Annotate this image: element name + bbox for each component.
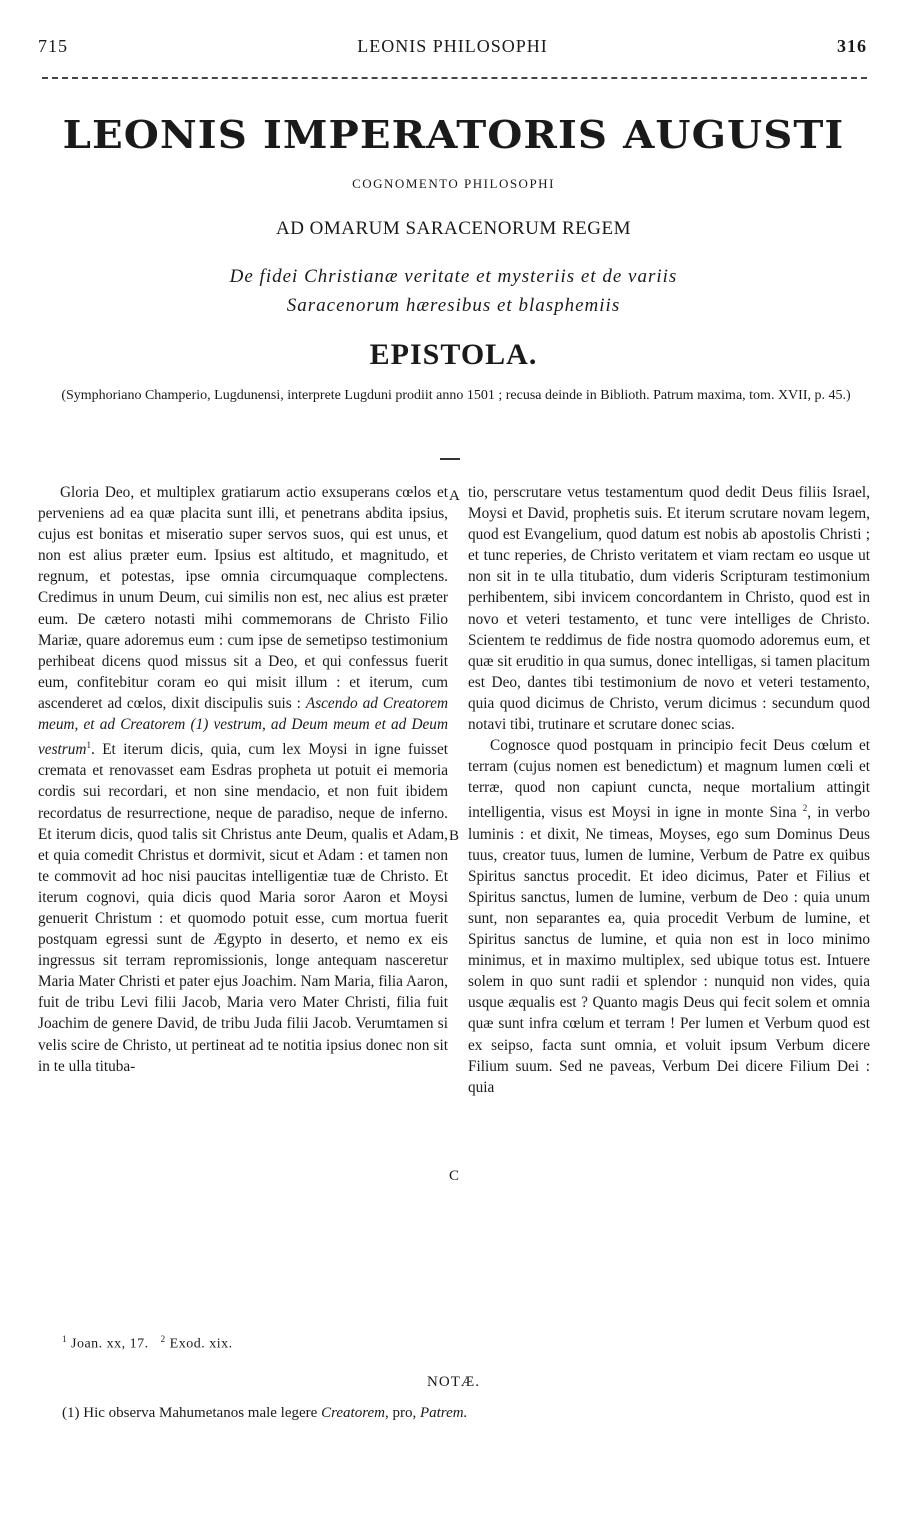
- section-rule: [440, 458, 460, 460]
- header-rule: [42, 77, 867, 79]
- notae-text: [62, 1405, 467, 1422]
- right-paragraph-1: tio, perscrutare vetus testamentum quod dedit Deus filiis Israel, Moysi et David, prophetis suis. Et iterum scrutare novam legem, quod est Evangelium, quod datum est nobis ab apostolis Christi ; et tunc reperies, de Christo veritatem et viam rectam eo usque ut non sit in te ulla titubatio, dum videris Scripturam testimonium perhibentem, sibi invicem concordantem in Christo, quod est in novo et veteri testamento, et tunc vere intelliges de Christo. Scientem te reddimus de fide nostra quomodo adoremus eum, et quæ sit eruditio in qua sumus, donec intelligas, si tamen placitum est Deo, dantes tibi testimonium de novo et veteri testamento, quia quod dicimus de Christo, verum dicimus : secundum quod notavi tibi, trutinare et scrutare donec scias.: [468, 484, 870, 734]
- margin-marker-b: B: [449, 828, 460, 844]
- epistola-heading: EPISTOLA.: [369, 338, 538, 371]
- footnote-2-text: Exod. xix.: [169, 1336, 233, 1352]
- footnote-2-mark: 2: [160, 1334, 166, 1344]
- right-column: [468, 482, 870, 1098]
- right-paragraph-2a: Cognosce quod postquam in principio fecit Deus cœlum et terram (cujus nomen est benedictum) et magnum lumen cœli et terræ, quod non capiunt cuncta, neque mortalium attingit intelligentia, visus est Moysi in igne in monte Sina: [468, 737, 870, 822]
- footnote-ref-2: 2: [802, 803, 808, 814]
- right-paragraph-2: [468, 735, 870, 1098]
- topic-line-2: Saracenorum hæresibus et blasphemiis: [286, 295, 621, 316]
- notae-text-a: (1) Hic observa Mahumetanos male legere: [62, 1405, 318, 1421]
- subtitle: COGNOMENTO PHILOSOPHI: [352, 176, 555, 191]
- notae-text-b: , pro,: [384, 1405, 417, 1421]
- footnote-1-text: Joan. xx, 17.: [71, 1336, 149, 1352]
- page-number-left: 715: [38, 36, 68, 56]
- running-head: [38, 30, 867, 60]
- margin-marker-a: A: [449, 488, 460, 504]
- running-head-title: LEONIS PHILOSOPHI: [357, 36, 548, 56]
- margin-marker-c: C: [449, 1168, 460, 1184]
- notae-italic-2: Patrem.: [419, 1405, 468, 1421]
- topic-line-1: De fidei Christianæ veritate et mysteriis et de variis: [229, 266, 678, 287]
- left-paragraph-text: Gloria Deo, et multiplex gratiarum actio exsuperans cœlos et perveniens ad ea quæ placita sunt illi, et penetrans abdita ipsius, cujus est bonitas et miseratio super servos suos, qui est unus, et non est alius præter eum. Ipsius est altitudo, et magnitudo, et regnum, et potestas, ipse omnia circumquaque complectens. Credimus in unum Deum, cui similis non est, nec alius est præter eum. De cætero notasti mihi commemorans de Christo Filio Mariæ, quare adoremus eum : cum ipse de semetipso testimonium perhibeat dicens quod missus sit a Deo, et qui confessus fuerit eum, confitebitur coram eo qui misit illum : et iterum, cum ascenderet ad cœlos, dixit discipulis suis :: [38, 484, 448, 712]
- footnote-1-mark: 1: [62, 1334, 67, 1344]
- footnote-ref-1: 1: [86, 740, 91, 751]
- notae-heading: NOTÆ.: [427, 1374, 480, 1390]
- right-paragraph-2b: , in verbo luminis : et dixit, Ne timeas, Moyses, ego sum Dominus Deus tuus, creator tuus, lumen de lumine, Verbum de Patre ex quibus Spiritus sanctus procedit. Et ideo dicimus, Pater et Filius et Spiritus sanctus, lumen de lumine, verbum de Deo : quia unum sunt, non separantes ea, quia procedit Verbum de lumine, et Spiritus sanctus de lumine, et quia non est in loco minimo minimus, et in maximo multiplex, sed ubique totus est. Intuere solem in quo sunt radii et splendor : nunquid non vides, quia usque æqualis est ? Quanto magis Deus qui fecit solem et omnia quæ sunt infra cœlum et terram ! Per lumen et Verbum quod est ex seipso, facta sunt omnia, et voluit ipsum Verbum dicere Filium suum. Sed ne paveas, Verbum Dei dicere Filium Dei : quia: [468, 804, 871, 1096]
- footnotes: [62, 1334, 233, 1353]
- left-paragraph: [38, 482, 448, 1077]
- edition-note: (Symphoriano Champerio, Lugdunensi, interprete Lugduni prodiit anno 1501 ; recusa deinde in Biblioth. Patrum maxima, tom. XVII, p. 45.): [61, 388, 851, 403]
- dedication-line: AD OMARUM SARACENORUM REGEM: [275, 218, 631, 239]
- scripture-quote: Ascendo ad Creatorem meum, et ad Creatorem (1) vestrum, ad Deum meum et ad Deum vestrum: [38, 694, 448, 759]
- notae-italic-1: Creatorem: [321, 1405, 385, 1421]
- main-title: LEONIS IMPERATORIS AUGUSTI: [62, 112, 845, 157]
- page-number-right: 316: [837, 36, 867, 56]
- left-paragraph-rest: . Et iterum dicis, quia, cum lex Moysi in igne fuisset cremata et renovasset eam Esdras propheta ut potuit ei memoria cordis sui recordari, et non sine mendacio, et non fuit ibidem recordatus de resurrectione, neque de paradiso, neque de inferno. Et iterum dicis, quod talis sit Christus ante Deum, qualis et Adam, et quia comedit Christus et dormivit, sicut et Adam : et tamen non te commovit ad hoc nisi paucitas intelligentiæ tuæ de Christo. Et iterum cognovi, quia dicis quod Maria soror Aaron et Moysi genuerit Christum : et quomodo potuit esse, cum mortua fuerit postquam egressi sunt de Ægypto in deserto, et nemo ex eis ingressus sit terram repromissionis, longe antequam nasceretur Maria Mater Christi et pater ejus Joachim. Nam Maria, filia Aaron, fuit de tribu Levi filii Jacob, Maria vero Mater Christi, filia fuit Joachim de genere David, de tribu Juda filii Jacob. Verumtamen si velis scire de Christo, ut pertineat ad te notitia ipsius donec non sit in te ulla tituba-: [38, 741, 448, 1075]
- left-column: [38, 482, 448, 1077]
- topic-line: [0, 262, 907, 320]
